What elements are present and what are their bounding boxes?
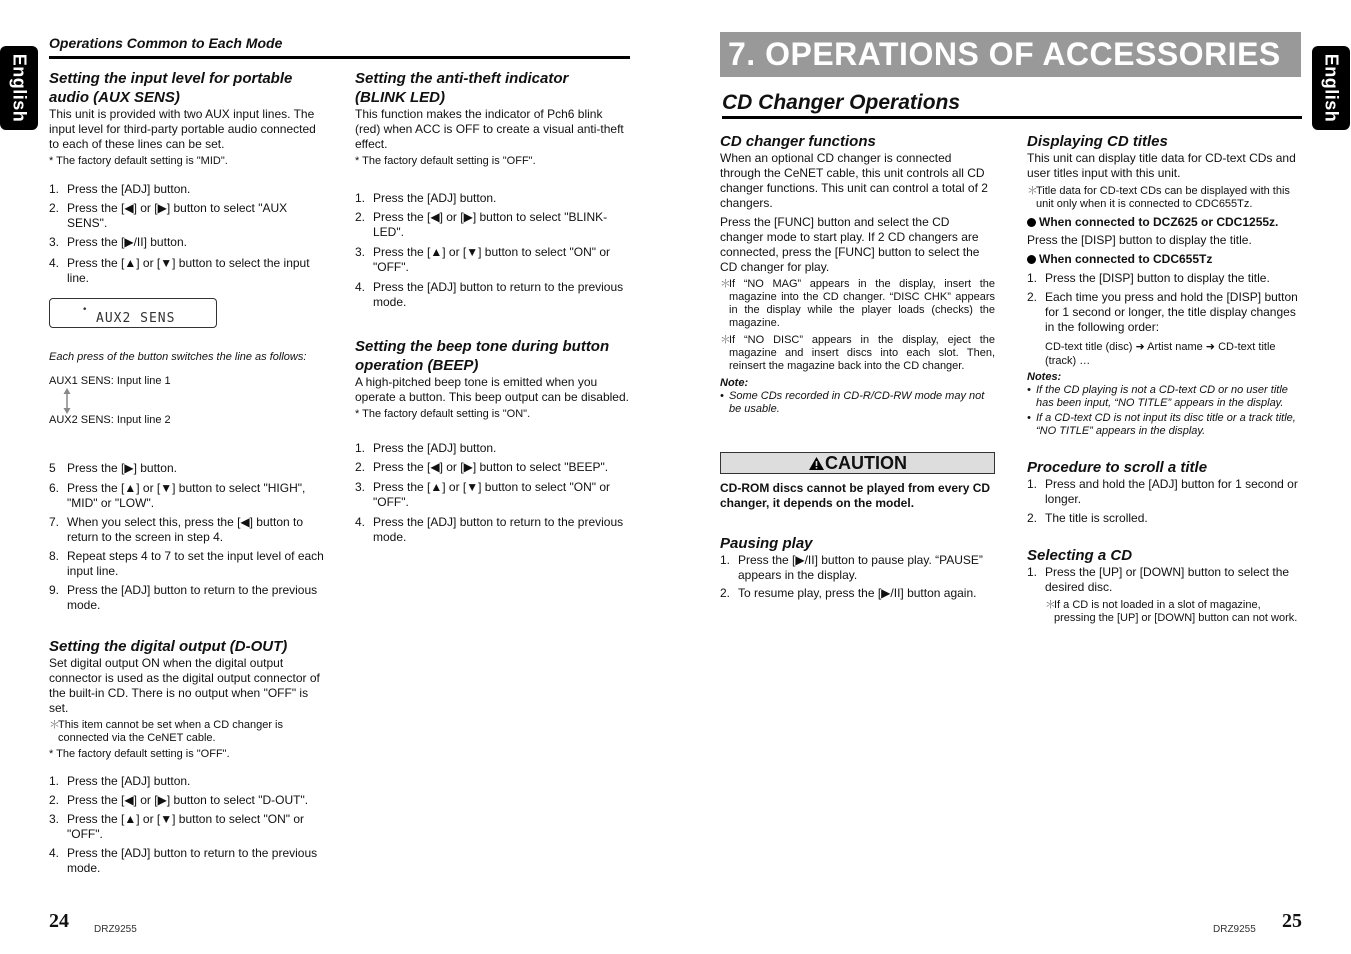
column-1 xyxy=(49,69,324,286)
list-item: 4. Press the [ADJ] button to return to the previous mode. xyxy=(49,846,318,875)
list-item: 1. Press the [▶/II] button to pause play. “PAUSE” appears in the display. xyxy=(720,553,983,582)
list-item: 2. Press the [◀] or [▶] button to select "D-OUT". xyxy=(49,793,309,807)
aux-each-press-note: Each press of the button switches the line as follows: xyxy=(49,351,307,363)
page-number-left: 24 xyxy=(49,910,69,932)
caution-text: CD-ROM discs cannot be played from every CD changer, it depends on the model. xyxy=(720,481,991,510)
list-item: 8. Repeat steps 4 to 7 to set the input level of each input line. xyxy=(49,549,324,578)
bullet-dot-icon xyxy=(1027,255,1036,264)
list-item: 4. Press the [▲] or [▼] button to select the input line. xyxy=(49,256,310,285)
language-tab-right xyxy=(1312,46,1350,130)
aux-sens-steps-a xyxy=(49,182,324,286)
column-3 xyxy=(720,132,995,416)
language-tab-label: English xyxy=(1321,53,1342,123)
section-title: CD Changer Operations xyxy=(722,90,1302,119)
beep-body: A high-pitched beep tone is emitted when you operate a button. This beep output can be disabled. xyxy=(355,375,629,404)
lcd-indicator: • xyxy=(82,305,89,315)
selecting-cd-note: ＊ If a CD is not loaded in a slot of magazine, pressing the [UP] or [DOWN] button can not work. xyxy=(1045,599,1298,624)
list-item: 2. Press the [◀] or [▶] button to select "BLINK-LED". xyxy=(355,210,608,239)
model-number-right: DRZ9255 xyxy=(1213,924,1256,935)
scroll-title-heading: Procedure to scroll a title xyxy=(1027,459,1208,476)
list-item: 1. Press the [ADJ] button. xyxy=(49,182,191,196)
list-item: 4. Press the [ADJ] button to return to the previous mode. xyxy=(355,280,624,309)
list-item: 2. Press the [◀] or [▶] button to select "BEEP". xyxy=(355,460,609,474)
dout-block xyxy=(49,637,324,876)
no-title-note-2: • If a CD-text CD is not input its disc title or a track title, “NO TITLE” appears in the display. xyxy=(1027,412,1296,437)
aux-line-2: AUX2 SENS: Input line 2 xyxy=(49,414,171,426)
displaying-cd-titles-heading: Displaying CD titles xyxy=(1027,133,1168,150)
list-item: 1. Press the [ADJ] button. xyxy=(355,191,497,205)
list-item: 2. Press the [◀] or [▶] button to select "AUX SENS". xyxy=(49,201,288,230)
aux-sens-heading: Setting the input level for portable audio (AUX SENS) xyxy=(49,70,293,106)
blink-led-heading: Setting the anti-theft indicator (BLINK LED) xyxy=(355,70,569,106)
bullet-dot-icon xyxy=(1027,218,1036,227)
language-tab-left xyxy=(0,46,38,130)
connected-cdc655tz-label: When connected to CDC655Tz xyxy=(1027,252,1302,267)
caution-label: CAUTION xyxy=(825,453,907,473)
blink-led-steps xyxy=(355,191,630,310)
list-item: 3. Press the [▲] or [▼] button to select "ON" or "OFF". xyxy=(355,480,611,509)
list-item: 1. Press the [UP] or [DOWN] button to select the desired disc. xyxy=(1027,565,1290,594)
aux-line-1: AUX1 SENS: Input line 1 xyxy=(49,375,171,387)
dout-note: ＊ This item cannot be set when a CD changer is connected via the CeNET cable. xyxy=(49,719,284,744)
display-order: CD-text title (disc) ➜ Artist name ➜ CD-text title (track) … xyxy=(1045,341,1276,367)
left-page-header: Operations Common to Each Mode xyxy=(49,34,630,59)
list-item: 2. The title is scrolled. xyxy=(1027,511,1148,525)
aux-sens-body: This unit is provided with two AUX input lines. The input level for third-party portable audio connected to each of these lines can be set. xyxy=(49,107,316,151)
column-4 xyxy=(1027,132,1302,625)
warning-icon xyxy=(808,456,825,471)
connected-dcz625-label: When connected to DCZ625 or CDC1255z. xyxy=(1027,215,1302,230)
model-number-left: DRZ9255 xyxy=(94,924,137,935)
caution-banner xyxy=(720,452,995,474)
list-item: 1. Press the [DISP] button to display the title. xyxy=(1027,271,1270,285)
list-item: 1. Press and hold the [ADJ] button for 1 second or longer. xyxy=(1027,477,1298,506)
list-item: 1. Press the [ADJ] button. xyxy=(355,441,497,455)
list-item: 3. Press the [▶/II] button. xyxy=(49,235,187,249)
dout-steps xyxy=(49,774,324,876)
aux-sens-steps-b-block xyxy=(49,461,324,613)
no-disc-note: ＊ If “NO DISC” appears in the display, eject the magazine and insert discs into each slot. Then, reinsert the magazine back into the CD changer. xyxy=(720,334,995,372)
beep-steps xyxy=(355,441,630,545)
list-item: 2. To resume play, press the [▶/II] button again. xyxy=(720,586,977,600)
no-title-note-1: • If the CD playing is not a CD-text CD or no user title has been input, “NO TITLE” appears in the display. xyxy=(1027,384,1288,409)
no-mag-note: ＊ If “NO MAG” appears in the display, insert the magazine into the CD changer. “DISC CHK” appears in the display while the player loads (checks) the magazine. xyxy=(720,278,995,329)
dout-heading: Setting the digital output (D-OUT) xyxy=(49,638,288,655)
selecting-cd-steps xyxy=(1027,565,1302,595)
list-item: 3. Press the [▲] or [▼] button to select "ON" or "OFF". xyxy=(355,245,611,274)
aux-sens-steps-b xyxy=(49,461,324,613)
selecting-cd-heading: Selecting a CD xyxy=(1027,547,1133,564)
notes-label: Notes: xyxy=(1027,371,1062,383)
list-item: 1. Press the [ADJ] button. xyxy=(49,774,191,788)
list-item: 3. Press the [▲] or [▼] button to select "ON" or "OFF". xyxy=(49,812,305,841)
list-item: 2. Each time you press and hold the [DISP] button for 1 second or longer, the title display changes in the following order: xyxy=(1027,290,1298,334)
list-item: 6. Press the [▲] or [▼] button to select "HIGH", "MID" or "LOW". xyxy=(49,481,306,510)
up-down-arrow-icon xyxy=(62,388,72,414)
beep-default: * The factory default setting is "ON". xyxy=(355,408,531,420)
language-tab-label: English xyxy=(9,53,30,123)
aux-line-info xyxy=(49,351,324,427)
cd-changer-functions-heading: CD changer functions xyxy=(720,133,876,150)
cd-changer-body-2: Press the [FUNC] button and select the CD changer mode to start play. If 2 CD changers are connected, press the [FUNC] button to select the CD changer for play. xyxy=(720,215,980,274)
list-item: 9. Press the [ADJ] button to return to the previous mode. xyxy=(49,583,318,612)
dout-default: * The factory default setting is "OFF". xyxy=(49,748,230,760)
display-title-steps xyxy=(1027,271,1302,335)
caution-text-block xyxy=(720,481,995,601)
chapter-title: 7. OPERATIONS OF ACCESSORIES xyxy=(720,32,1301,77)
lcd-text: AUX2 SENS xyxy=(96,311,176,326)
blink-led-body: This function makes the indicator of Pch6 blink (red) when ACC is OFF to create a visual anti-theft effect. xyxy=(355,107,624,151)
list-item: 5 Press the [▶] button. xyxy=(49,461,177,475)
scroll-title-steps xyxy=(1027,477,1302,526)
cd-text-note: ＊ Title data for CD-text CDs can be displayed with this unit only when it is connected to CDC655Tz. xyxy=(1027,185,1290,210)
aux-sens-default: * The factory default setting is "MID". xyxy=(49,155,228,167)
list-item: 7. When you select this, press the [◀] button to return to the screen in step 4. xyxy=(49,515,304,544)
connected-dcz625-body: Press the [DISP] button to display the title. xyxy=(1027,233,1252,247)
pausing-play-heading: Pausing play xyxy=(720,535,813,552)
lcd-display-illustration xyxy=(49,298,217,328)
cdr-note: • Some CDs recorded in CD-R/CD-RW mode may not be usable. xyxy=(720,390,985,415)
list-item: 4. Press the [ADJ] button to return to the previous mode. xyxy=(355,515,624,544)
note-label: Note: xyxy=(720,377,749,389)
column-2 xyxy=(355,69,630,545)
pausing-play-steps xyxy=(720,553,995,601)
cd-changer-body-1: When an optional CD changer is connected through the CeNET cable, this unit controls all CD changer functions. This unit can control a total of 2 changers. xyxy=(720,151,988,210)
beep-heading: Setting the beep tone during button operation (BEEP) xyxy=(355,338,610,374)
displaying-cd-titles-body: This unit can display title data for CD-text CDs and user titles input with this unit. xyxy=(1027,151,1296,180)
blink-led-default: * The factory default setting is "OFF". xyxy=(355,155,536,167)
page-number-right: 25 xyxy=(1282,910,1302,932)
dout-body: Set digital output ON when the digital output connector is used as the digital output connector of the built-in CD. There is no output when "OFF" is set. xyxy=(49,656,320,715)
